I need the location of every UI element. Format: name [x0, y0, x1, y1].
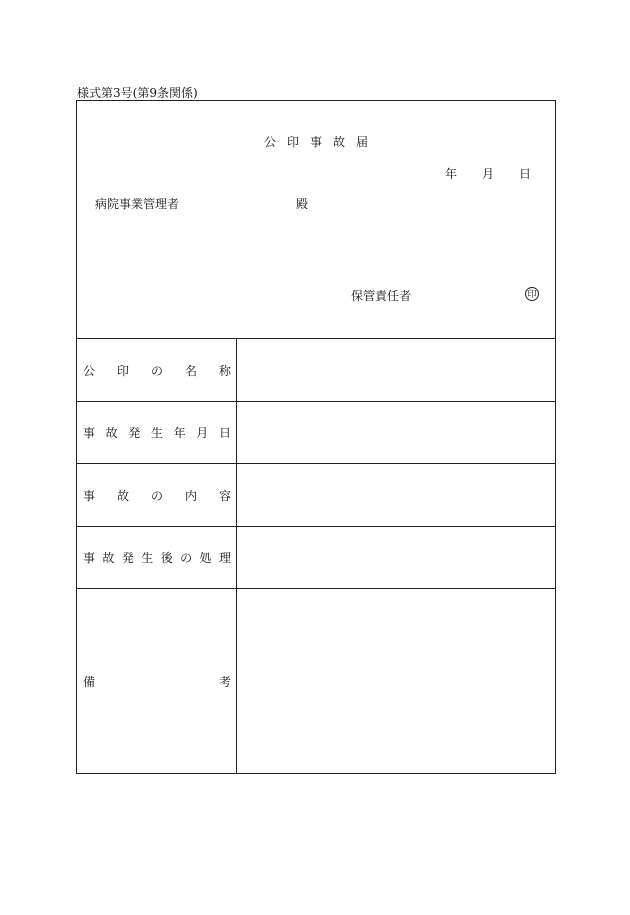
- label-char: 称: [218, 363, 231, 378]
- label-char: 生: [141, 551, 154, 565]
- date-month-label: 月: [482, 167, 495, 181]
- label-char: 年: [173, 426, 186, 440]
- date-day-label: 日: [519, 167, 532, 181]
- row-value-cell[interactable]: [237, 527, 555, 588]
- row-label: [83, 549, 231, 566]
- custodian-label: 保管責任者: [351, 289, 412, 303]
- table-row: [77, 401, 555, 463]
- label-char: の: [150, 363, 163, 378]
- date-year-label: 年: [445, 167, 458, 181]
- label-char: 公: [83, 363, 96, 378]
- row-label-cell: [77, 339, 237, 401]
- label-char: 事: [83, 551, 96, 565]
- table-row: [77, 526, 555, 588]
- row-value-cell[interactable]: [237, 464, 555, 526]
- label-char: 生: [150, 426, 163, 440]
- label-char: の: [150, 488, 163, 503]
- table-row: [77, 588, 555, 773]
- label-char: 発: [121, 551, 134, 565]
- label-char: 月: [196, 426, 209, 440]
- label-char: 容: [218, 488, 231, 503]
- row-label-cell: [77, 464, 237, 526]
- row-label-cell: [77, 527, 237, 588]
- label-char: 名: [184, 363, 197, 378]
- label-char: の: [180, 551, 193, 565]
- label-char: 印: [116, 363, 129, 378]
- label-char: 故: [102, 551, 115, 565]
- table-row: [77, 338, 555, 401]
- label-char: 考: [218, 674, 231, 689]
- label-char: 事: [83, 426, 96, 440]
- label-char: 発: [128, 426, 141, 440]
- label-char: 内: [184, 488, 197, 503]
- table-row: [77, 463, 555, 526]
- label-char: 備: [83, 674, 96, 689]
- row-label: [83, 424, 231, 441]
- seal-icon: 印: [525, 287, 539, 301]
- form-title: 公印事故届: [263, 135, 379, 149]
- row-label-cell: [77, 589, 237, 773]
- row-label: [83, 673, 231, 690]
- label-char: 事: [83, 488, 96, 503]
- label-char: 故: [105, 426, 118, 440]
- form-number: 様式第3号(第9条関係): [77, 86, 198, 100]
- form-header: [77, 101, 555, 339]
- label-char: 後: [160, 551, 173, 565]
- row-value-cell[interactable]: [237, 402, 555, 463]
- label-char: 処: [199, 551, 212, 565]
- row-value-cell[interactable]: [237, 589, 555, 773]
- honorific: 殿: [296, 197, 309, 211]
- label-char: 理: [218, 551, 231, 565]
- label-char: 日: [218, 426, 231, 440]
- notification-form: [76, 100, 556, 774]
- row-label: [83, 362, 231, 379]
- row-label: [83, 487, 231, 504]
- addressee: 病院事業管理者: [95, 197, 180, 211]
- label-char: 故: [116, 488, 129, 503]
- row-label-cell: [77, 402, 237, 463]
- row-value-cell[interactable]: [237, 339, 555, 401]
